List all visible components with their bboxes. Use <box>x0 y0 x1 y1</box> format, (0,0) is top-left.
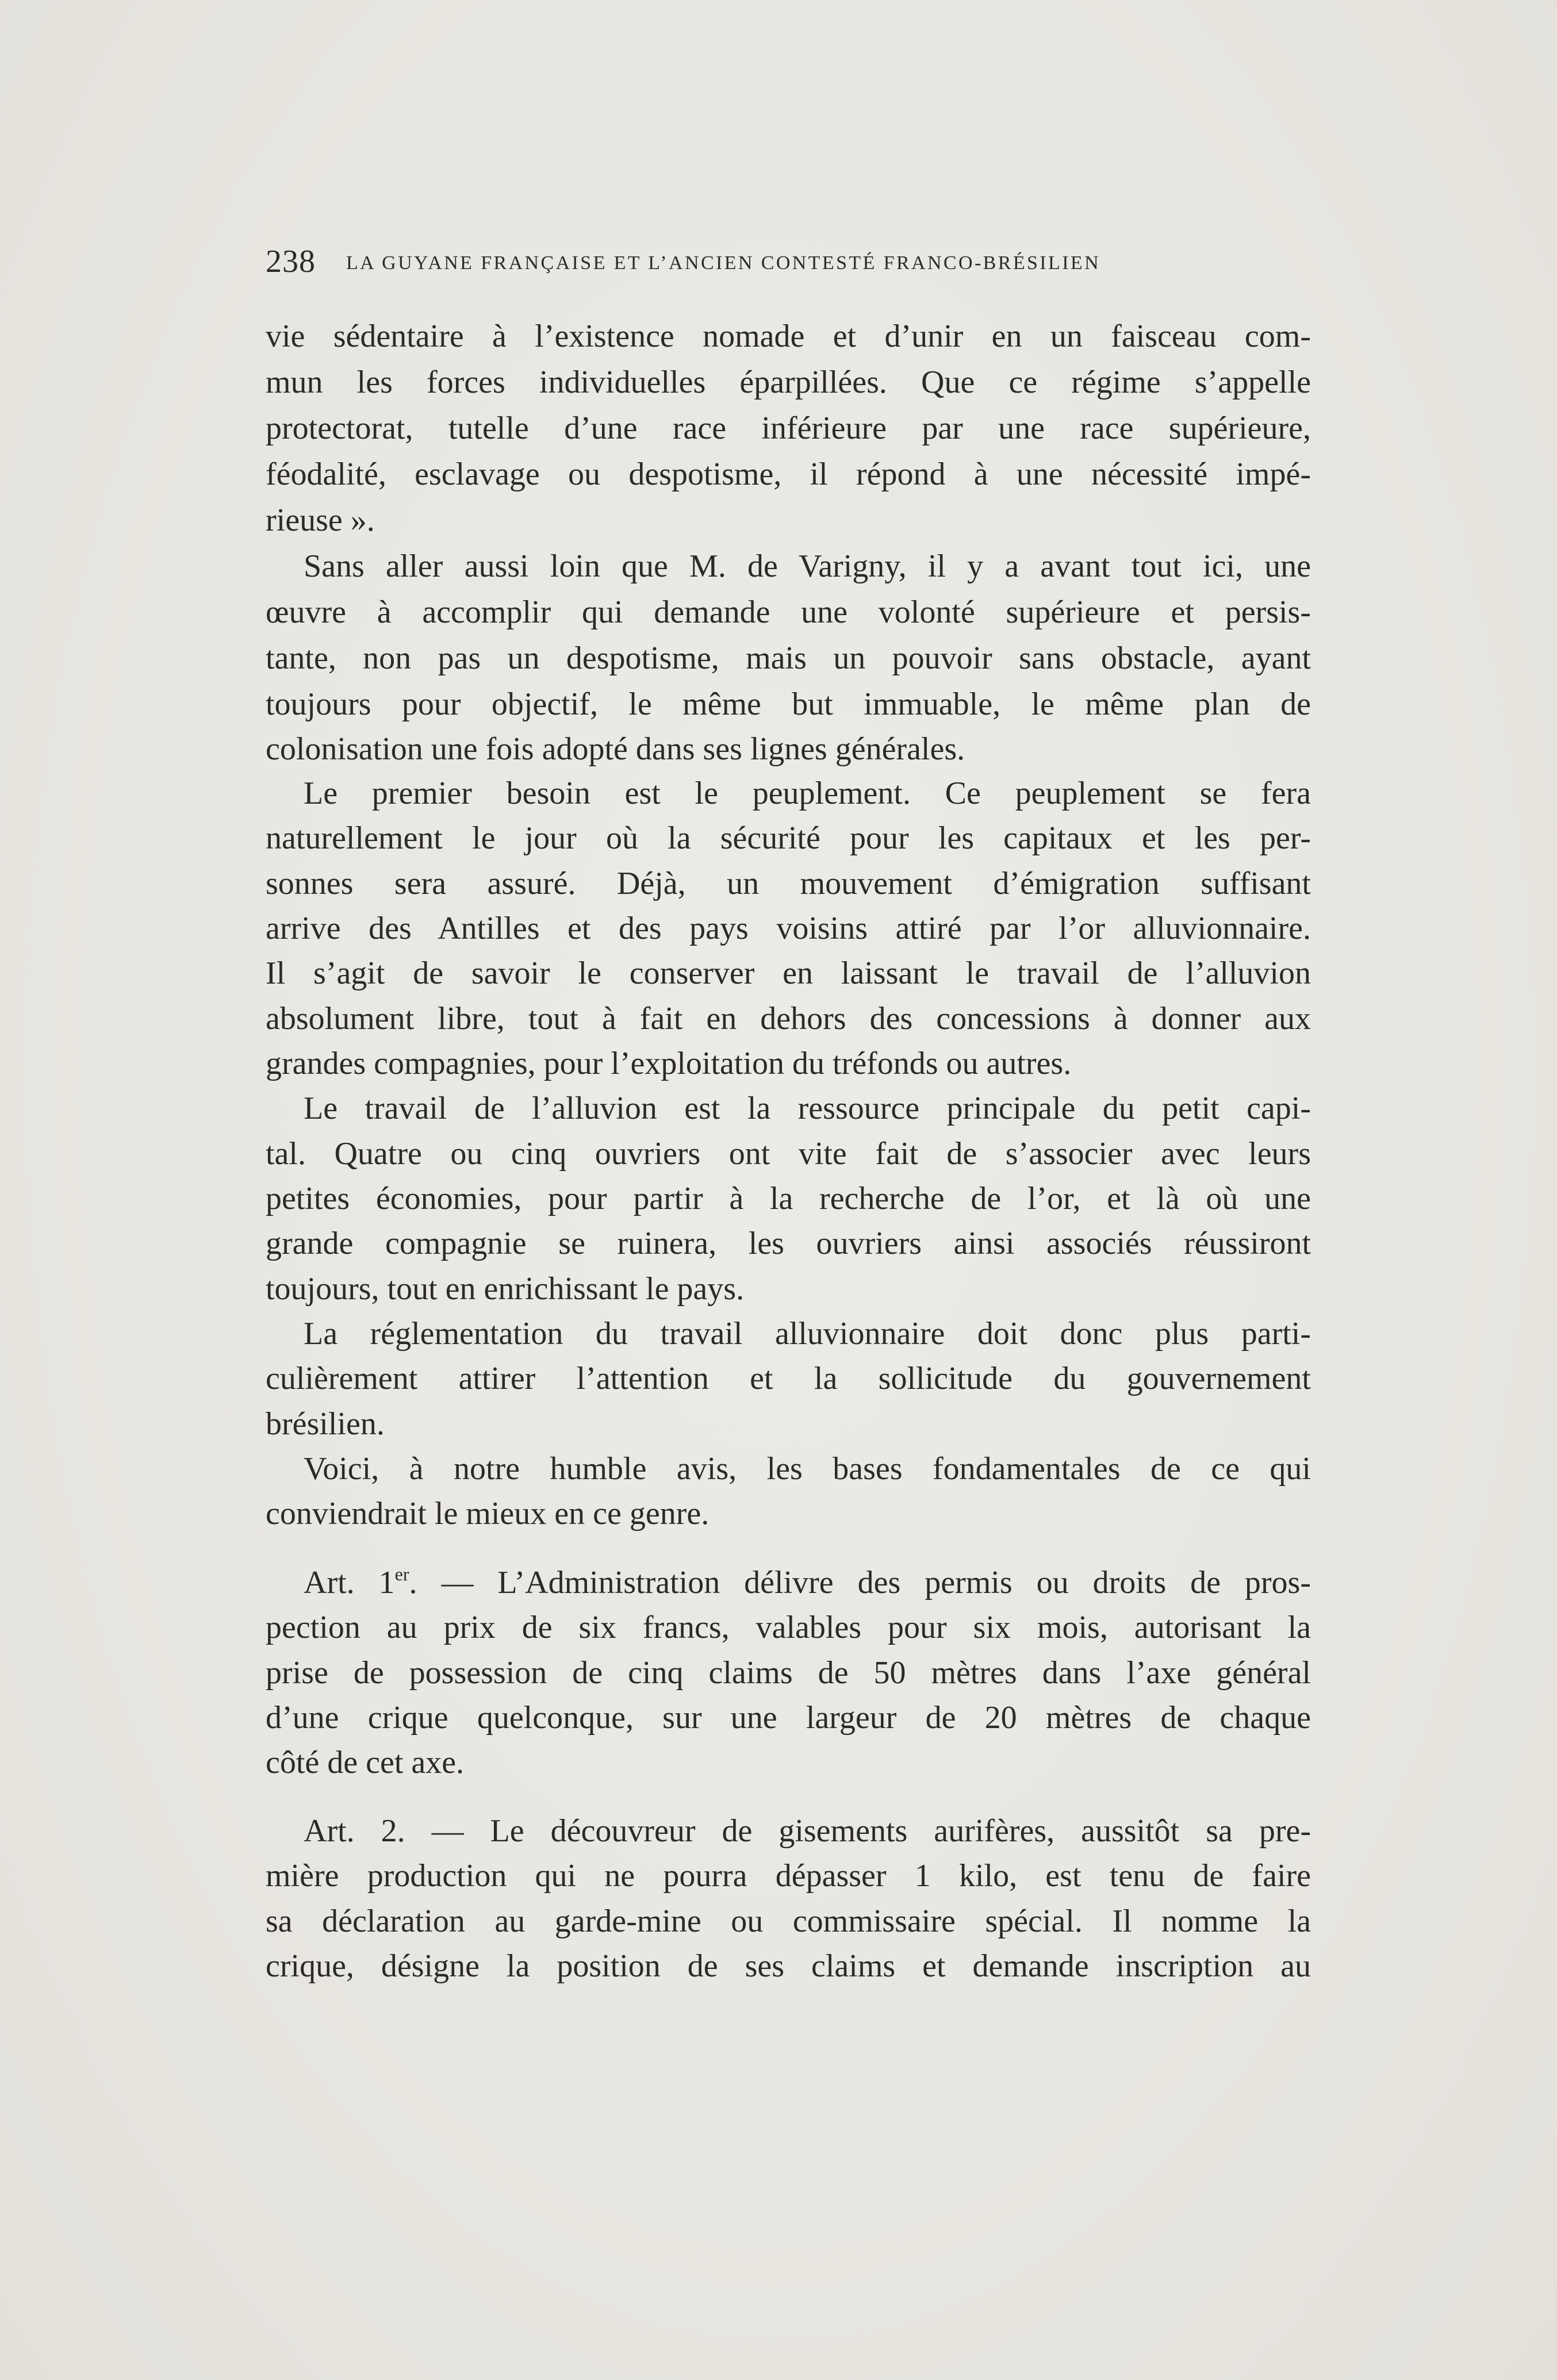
text-line: arrive des Antilles et des pays voisins attiré par l’or alluvionnaire. <box>266 911 1311 946</box>
article-ordinal: er <box>394 1564 409 1584</box>
text-line: colonisation une fois adopté dans ses lignes générales. <box>266 731 965 767</box>
article-text-line: sa déclaration au garde-mine ou commissaire spécial. Il nomme la <box>266 1903 1311 1939</box>
text-line: tal. Quatre ou cinq ouvriers ont vite fait de s’associer avec leurs <box>266 1136 1311 1172</box>
text-line: brésilien. <box>266 1406 385 1442</box>
article-label: Art. 2 <box>304 1813 397 1849</box>
page-number: 238 <box>266 244 316 279</box>
text-line: vie sédentaire à l’existence nomade et d’unir en un faisceau com- <box>266 318 1311 354</box>
article-lead-text: . — Le découvreur de gisements aurifères, aussitôt sa pre- <box>397 1813 1311 1849</box>
article-heading-line <box>266 1563 1311 1603</box>
text-line: rieuse ». <box>266 502 375 538</box>
text-line: Il s’agit de savoir le conserver en laissant le travail de l’alluvion <box>266 955 1311 991</box>
article-text-line: prise de possession de cinq claims de 50 mètres dans l’axe général <box>266 1655 1311 1691</box>
text-line: La réglementation du travail alluvionnaire doit donc plus parti- <box>304 1316 1311 1352</box>
text-line: conviendrait le mieux en ce genre. <box>266 1496 710 1531</box>
text-line: tante, non pas un despotisme, mais un pouvoir sans obstacle, ayant <box>266 640 1311 676</box>
article-lead-text: . — L’Administration délivre des permis ou droits de pros- <box>409 1565 1311 1600</box>
text-line: grande compagnie se ruinera, les ouvriers ainsi associés réussiront <box>266 1226 1311 1261</box>
article-heading-line <box>266 1811 1311 1851</box>
article-text-line: pection au prix de six francs, valables pour six mois, autorisant la <box>266 1610 1311 1645</box>
text-line: sonnes sera assuré. Déjà, un mouvement d’émigration suffisant <box>266 866 1311 901</box>
text-line: féodalité, esclavage ou despotisme, il répond à une nécessité impé- <box>266 456 1311 492</box>
article-text-line: d’une crique quelconque, sur une largeur de 20 mètres de chaque <box>266 1700 1311 1736</box>
text-line: naturellement le jour où la sécurité pour les capitaux et les per- <box>266 820 1311 856</box>
running-title: LA GUYANE FRANÇAISE ET L’ANCIEN CONTESTÉ FRANCO-BRÉSILIEN <box>346 252 1101 274</box>
text-line: mun les forces individuelles éparpillées. Que ce régime s’appelle <box>266 364 1311 400</box>
text-line: œuvre à accomplir qui demande une volonté supérieure et persis- <box>266 594 1311 630</box>
text-line: culièrement attirer l’attention et la sollicitude du gouvernement <box>266 1361 1311 1396</box>
text-line: petites économies, pour partir à la recherche de l’or, et là où une <box>266 1181 1311 1216</box>
text-line: Le travail de l’alluvion est la ressource principale du petit capi- <box>304 1091 1311 1126</box>
text-line: Sans aller aussi loin que M. de Varigny, il y a avant tout ici, une <box>304 548 1311 584</box>
article-label: Art. 1 <box>304 1565 395 1600</box>
article-text-line: côté de cet axe. <box>266 1745 465 1780</box>
text-line: Voici, à notre humble avis, les bases fondamentales de ce qui <box>304 1451 1311 1487</box>
text-line: absolument libre, tout à fait en dehors des concessions à donner aux <box>266 1001 1311 1037</box>
text-line: toujours, tout en enrichissant le pays. <box>266 1271 745 1307</box>
text-line: protectorat, tutelle d’une race inférieure par une race supérieure, <box>266 410 1311 446</box>
text-line: Le premier besoin est le peuplement. Ce peuplement se fera <box>304 776 1311 811</box>
article-text-line: crique, désigne la position de ses claims et demande inscription au <box>266 1948 1311 1984</box>
article-text-line: mière production qui ne pourra dépasser 1 kilo, est tenu de faire <box>266 1858 1311 1894</box>
page-header <box>266 241 1311 282</box>
text-line: grandes compagnies, pour l’exploitation du tréfonds ou autres. <box>266 1046 1072 1081</box>
text-line: toujours pour objectif, le même but immuable, le même plan de <box>266 686 1311 722</box>
